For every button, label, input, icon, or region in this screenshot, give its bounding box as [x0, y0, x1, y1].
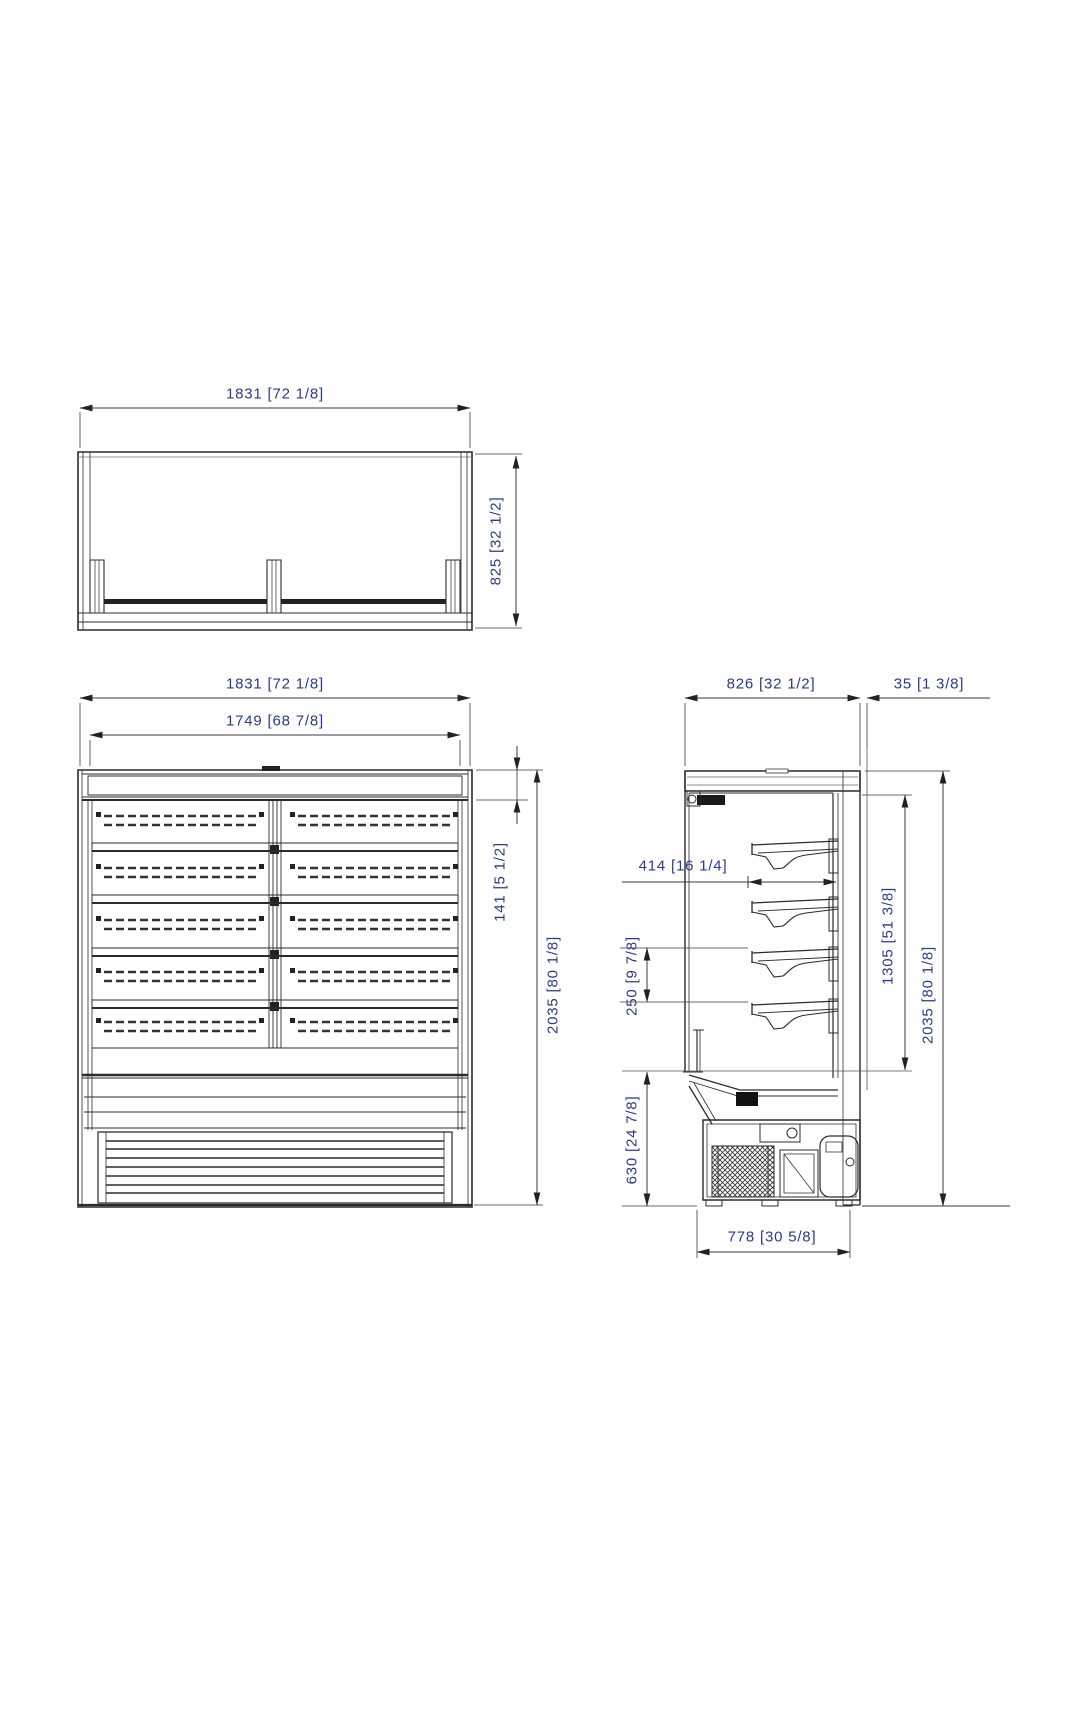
machine-compartment — [703, 1120, 860, 1206]
side-view-base-height-dimension-label: 630 [24 7/8] — [623, 1095, 641, 1185]
side-view-wall-clearance-dimension-label: 35 [1 3/8] — [893, 675, 965, 693]
front-view — [78, 766, 472, 1207]
top-view-dimensions — [80, 408, 522, 628]
front-view-overall-width-dimension-label: 1831 [72 1/8] — [226, 675, 324, 693]
side-view-shelf-pitch-dimension-label: 250 [9 7/8] — [623, 936, 641, 1016]
front-view-interior-width-dimension-label: 1749 [68 7/8] — [226, 712, 324, 730]
top-view-depth-dimension-label: 825 [32 1/2] — [487, 496, 505, 586]
top-view — [78, 452, 472, 630]
side-view-shelf-section-height-dimension-label: 1305 [51 3/8] — [879, 887, 897, 985]
front-view-overall-height-dimension-label: 2035 [80 1/8] — [544, 936, 562, 1034]
side-view-shelf-depth-dimension-label: 414 [16 1/4] — [638, 857, 728, 875]
side-view-base-depth-dimension-label: 778 [30 5/8] — [727, 1228, 817, 1246]
top-view-width-dimension-label: 1831 [72 1/8] — [226, 385, 324, 403]
side-view-dimensions — [620, 698, 1010, 1258]
front-view-canopy-height-dimension-label: 141 [5 1/2] — [491, 842, 509, 922]
side-view-overall-height-dimension-label: 2035 [80 1/8] — [919, 946, 937, 1044]
side-view — [683, 748, 867, 1206]
side-view-depth-dimension-label: 826 [32 1/2] — [726, 675, 816, 693]
ventilation-grille — [98, 1132, 452, 1203]
